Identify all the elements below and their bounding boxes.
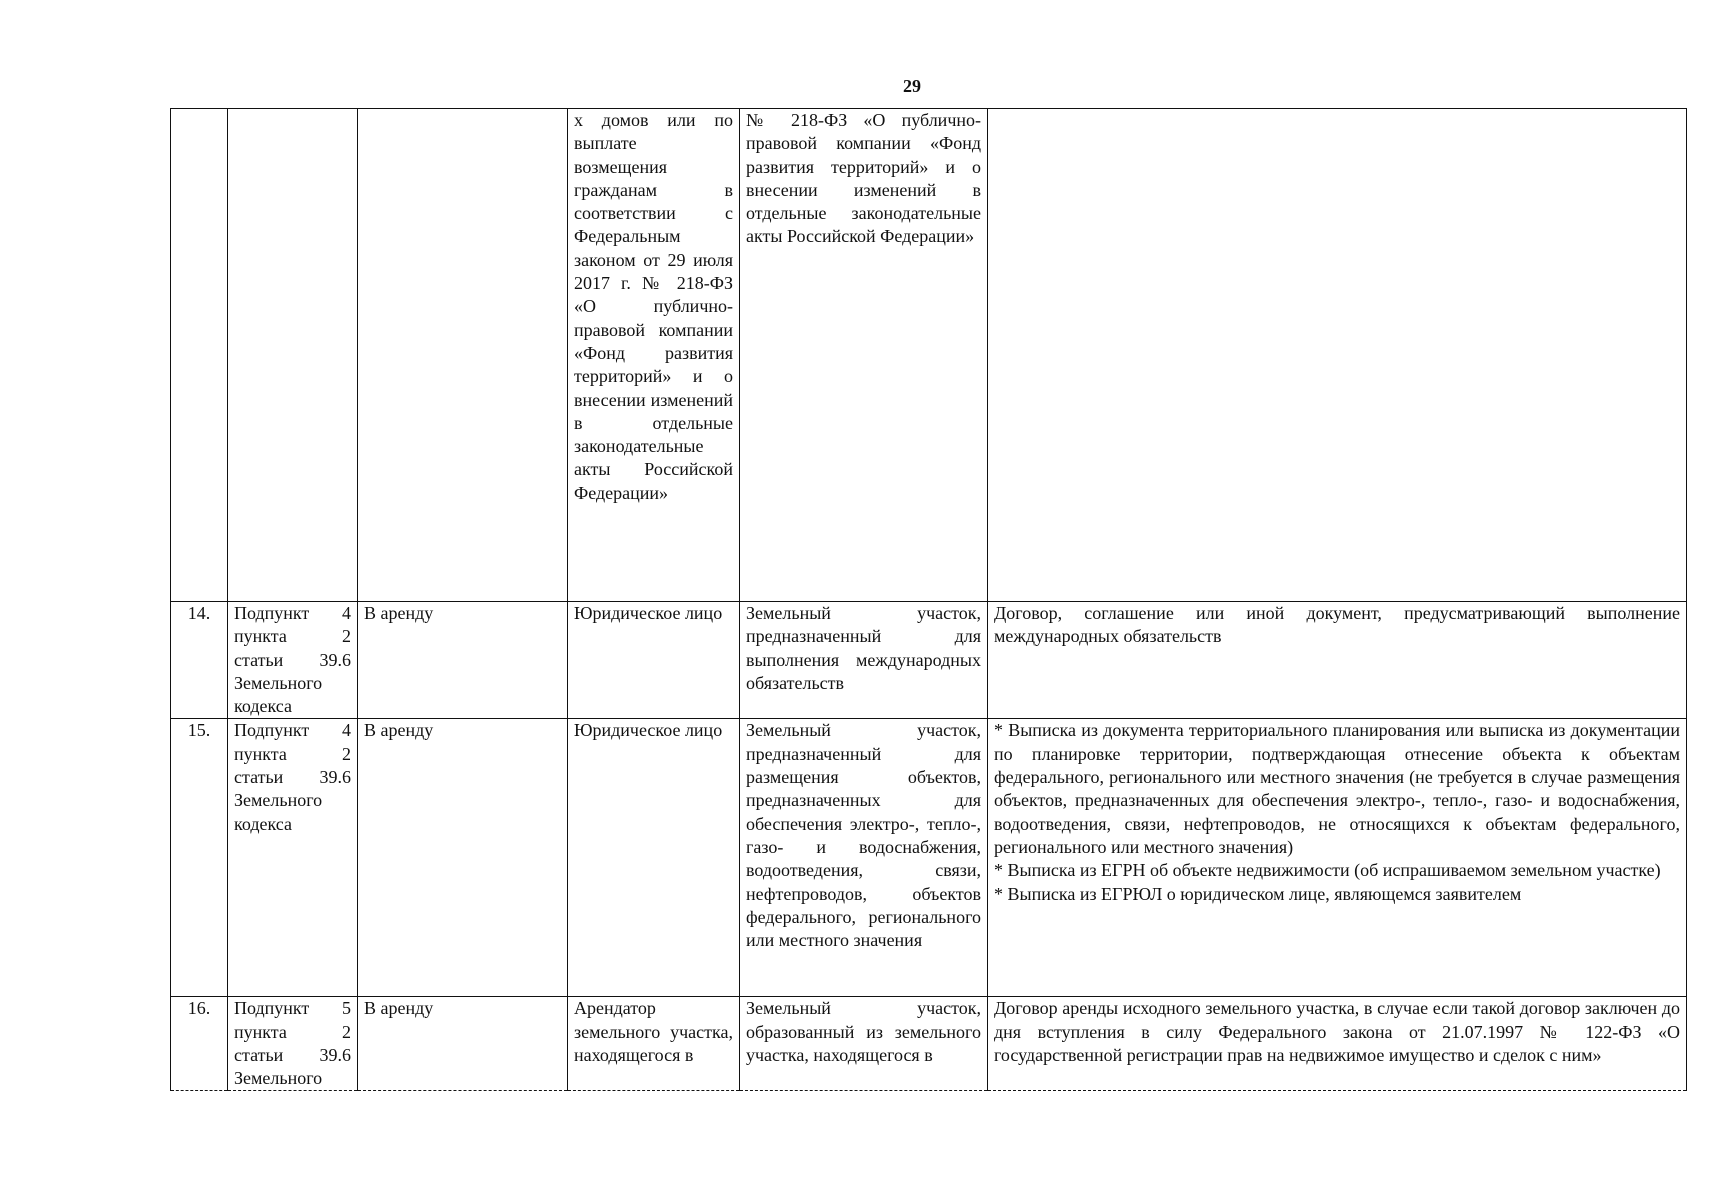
- documents-cell: [988, 997, 1687, 1091]
- table-row: [171, 109, 1687, 602]
- grant-type-cell: [358, 109, 568, 602]
- legal-basis-cell: Подпункт 5 пункта 2 статьи 39.6 Земельного: [228, 997, 358, 1091]
- legal-basis-cell: [228, 109, 358, 602]
- table-row: [171, 602, 1687, 719]
- documents-cell: [988, 109, 1687, 602]
- document-item: Договор аренды исходного земельного участка, в случае если такой договор заключен до дня вступления в силу Федерального закона от 21.07.1997 № 122-ФЗ «О государственной регистрации прав на недвижимое имущество и сделок с ним»: [994, 998, 1680, 1066]
- land-plot-cell: Земельный участок, предназначенный для размещения объектов, предназначенных для обеспечения электро-, тепло-, газо- и водоснабжения, водоотведения, связи, нефтепроводов, объектов федерального, регионального или местного значения: [740, 719, 988, 997]
- documents-cell: [988, 602, 1687, 719]
- row-number-cell: 14.: [171, 602, 228, 719]
- document-item: * Выписка из ЕГРЮЛ о юридическом лице, являющемся заявителем: [994, 883, 1522, 904]
- page-number: 29: [903, 76, 921, 96]
- documents-cell: [988, 719, 1687, 997]
- table-row: [171, 719, 1687, 997]
- grant-type-cell: В аренду: [358, 719, 568, 997]
- document-item: Договор, соглашение или иной документ, предусматривающий выполнение международных обязательств: [994, 603, 1680, 647]
- table-row: [171, 997, 1687, 1091]
- land-plot-cell: № 218-ФЗ «О публично-правовой компании «Фонд развития территорий» и о внесении изменений в отдельные законодательные акты Российской Федерации»: [740, 109, 988, 602]
- land-plot-cell: Земельный участок, образованный из земельного участка, находящегося в: [740, 997, 988, 1091]
- land-plot-cell: Земельный участок, предназначенный для выполнения международных обязательств: [740, 602, 988, 719]
- grant-type-cell: В аренду: [358, 602, 568, 719]
- applicant-cell: Юридическое лицо: [568, 602, 740, 719]
- grant-type-cell: В аренду: [358, 997, 568, 1091]
- applicant-cell: Юридическое лицо: [568, 719, 740, 997]
- legal-basis-cell: Подпункт 4 пункта 2 статьи 39.6 Земельного кодекса: [228, 602, 358, 719]
- document-item: * Выписка из документа территориального планирования или выписка из документации по планировке территории, подтверждающая отнесение объекта к объектам федерального, регионального или местного значения (не требуется в случае размещения объектов, предназначенных для обеспечения электро-, тепло-, газо- и водоснабжения, водоотведения, связи, нефтепроводов, не относящихся к объектам федерального, регионального или местного значения): [994, 720, 1680, 857]
- land-plot-documents-table: [170, 108, 1687, 1091]
- row-number-cell: [171, 109, 228, 602]
- row-number-cell: 15.: [171, 719, 228, 997]
- applicant-cell: х домов или по выплате возмещения гражданам в соответствии с Федеральным законом от 29 июля 2017 г. № 218-ФЗ «О публично-правовой компании «Фонд развития территорий» и о внесении изменений в отдельные законодательные акты Российской Федерации»: [568, 109, 740, 602]
- applicant-cell: Арендатор земельного участка, находящегося в: [568, 997, 740, 1091]
- row-number-cell: 16.: [171, 997, 228, 1091]
- document-item: * Выписка из ЕГРН об объекте недвижимости (об испрашиваемом земельном участке): [994, 860, 1661, 881]
- legal-basis-cell: Подпункт 4 пункта 2 статьи 39.6 Земельного кодекса: [228, 719, 358, 997]
